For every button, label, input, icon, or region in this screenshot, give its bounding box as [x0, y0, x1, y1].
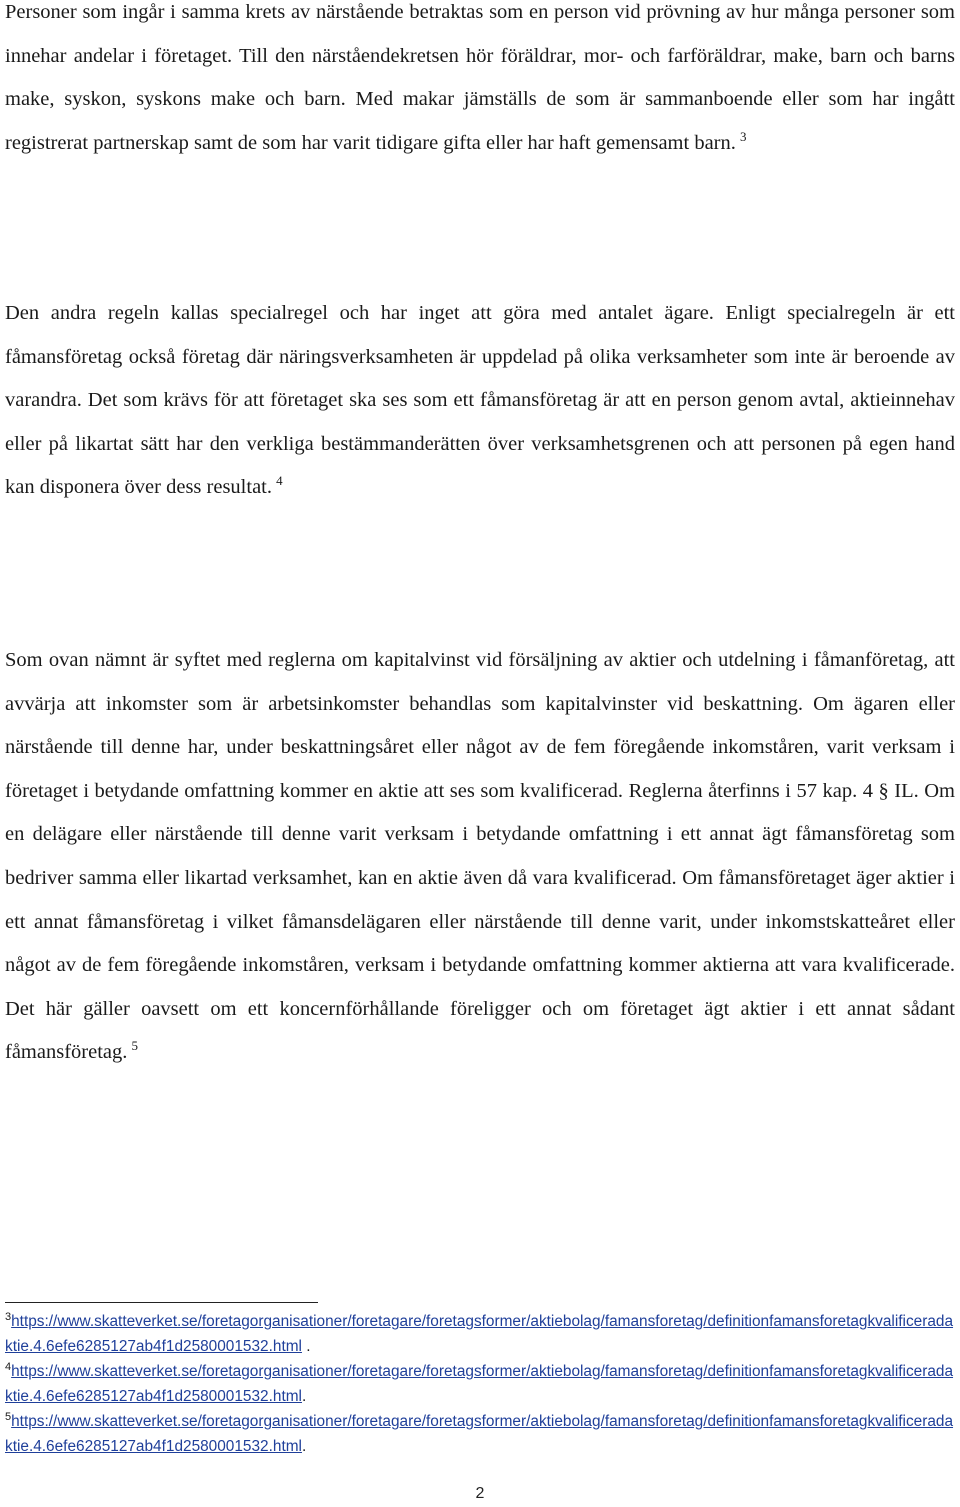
footnote-5 [5, 1409, 960, 1459]
footnote-link[interactable]: https://www.skatteverket.se/foretagorganisationer/foretagare/foretagsformer/aktiebolag/famansforetag/definitionfamansforetagkvalificeradaktie.4.6efe6285127ab4f1d2580001532.html [5, 1313, 954, 1355]
footnote-4 [5, 1359, 960, 1409]
footnote-link[interactable]: https://www.skatteverket.se/foretagorganisationer/foretagare/foretagsformer/aktiebolag/famansforetag/definitionfamansforetagkvalificeradaktie.4.6efe6285127ab4f1d2580001532.html [5, 1363, 954, 1405]
paragraph-text: Den andra regeln kallas specialregel och har inget att göra med antalet ägare. Enligt specialregeln är ett fåmansföretag också företag där näringsverksamheten är uppdelad på olika verksamheter som inte är beroende av varandra. Det som krävs för att företaget ska ses som ett fåmansföretag är att en person genom avtal, aktieinnehav eller på likartat sätt har den verkliga bestämmanderätten över verksamhetsgrenen och att personen på egen hand kan disponera över dess resultat. [5, 302, 955, 499]
footnote-trailing: . [301, 1338, 311, 1355]
document-page [5, 0, 955, 1507]
paragraph-qualified-shares [5, 639, 955, 1075]
paragraph-special-rule [5, 292, 955, 510]
footnote-3 [5, 1309, 960, 1359]
footnote-ref[interactable]: 5 [131, 1038, 138, 1054]
footnote-trailing: . [301, 1438, 307, 1455]
page-number: 2 [475, 1485, 485, 1502]
paragraph-text: Personer som ingår i samma krets av närstående betraktas som en person vid prövning av hur många personer som innehar andelar i företaget. Till den närståendekretsen hör föräldrar, mor- och farföräldrar, make, barn och barns make, syskon, syskons make och barn. Med makar jämställs de som är sammanboende eller som har ingått registrerat partnerskap samt de som har varit tidigare gifta eller har haft gemensamt barn. [5, 1, 955, 154]
paragraph-close-relatives [5, 0, 955, 165]
footnote-link[interactable]: https://www.skatteverket.se/foretagorganisationer/foretagare/foretagsformer/aktiebolag/famansforetag/definitionfamansforetagkvalificeradaktie.4.6efe6285127ab4f1d2580001532.html [5, 1413, 954, 1455]
footnote-trailing: . [301, 1388, 307, 1405]
footnote-number: 3 [5, 1311, 12, 1323]
footnote-separator [5, 1302, 318, 1303]
footnote-number: 4 [5, 1361, 12, 1373]
footnote-number: 5 [5, 1411, 12, 1423]
paragraph-text: Som ovan nämnt är syftet med reglerna om kapitalvinst vid försäljning av aktier och utdelning i fåmanföretag, att avvärja att inkomster som är arbetsinkomster behandlas som kapitalvinster vid beskattning. Om ägaren eller närstående till denne har, under beskattningsåret eller något av de fem föregående inkomståren, varit verksam i företaget i betydande omfattning kommer en aktie att ses som kvalificerad. Reglerna återfinns i 57 kap. 4 § IL. Om en delägare eller närstående till denne varit verksam i betydande omfattning i ett annat ägt fåmansföretag som bedriver samma eller likartad verksamhet, kan en aktie även då vara kvalificerad. Om fåmansföretaget äger aktier i ett annat fåmansföretag i vilket fåmansdelägaren eller närstående till denne varit, under inkomstskatteåret eller något av de fem föregående inkomståren, verksam i betydande omfattning kommer aktierna att vara kvalificerade. Det här gäller oavsett om ett koncernförhållande föreligger och om företaget ägt aktier i ett annat sådant fåmansföretag. [5, 649, 955, 1064]
footnote-ref[interactable]: 4 [276, 473, 283, 489]
footnote-ref[interactable]: 3 [739, 128, 747, 144]
